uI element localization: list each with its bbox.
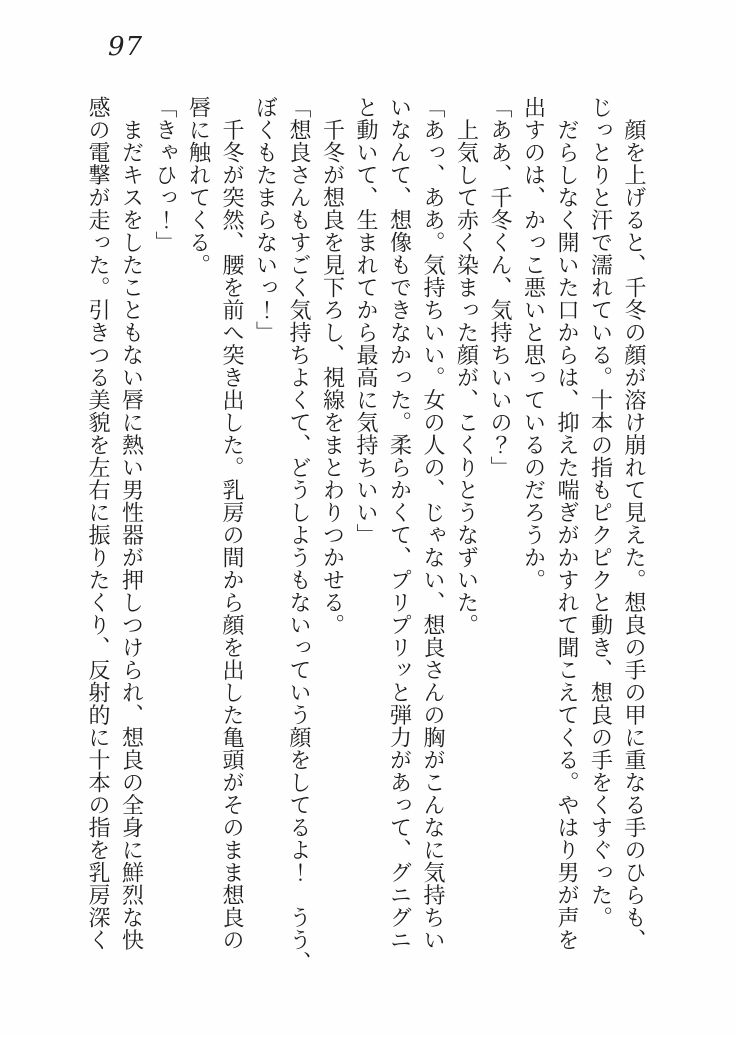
text-line: 「ああ、千冬くん、気持ちいいの？」	[487, 96, 512, 479]
text-line: だらしなく開いた口からは、抑えた喘ぎがかすれて聞こえてくる。やはり男が声を	[554, 96, 579, 951]
text-line: まだキスをしたこともない唇に熱い男性器が押しつけられ、想良の全身に鮮烈な快	[118, 96, 144, 951]
text-line: いなんて、想像もできなかった。柔らかくて、プリプリッと弾力があって、グニグニ	[386, 96, 412, 951]
text-line: 顔を上げると、千冬の顔が溶け崩れて見えた。想良の手の甲に重なる手のひらも、	[621, 96, 646, 951]
text-line: 出すのは、かっこ悪いと思っているのだろうか。	[520, 96, 546, 591]
text-line: 「あっ、ああ。気持ちいい。女の人の、じゃない、想良さんの胸がこんなに気持ちい	[420, 96, 445, 951]
text-line: 「想良さんもすごく気持ちよくて、どうしようもないっていう顔をしてるよ！ うう、	[286, 96, 311, 974]
text-line: 「きゃひっ！」	[152, 96, 177, 254]
text-line: 上気して赤く染まった顔が、こくりとうなずいた。	[453, 96, 479, 636]
text-line: 感の電撃が走った。引きつる美貌を左右に振りたくり、反射的に十本の指を乳房深く	[85, 96, 110, 951]
page-number: 97	[108, 32, 144, 62]
body-text-block	[81, 96, 651, 974]
text-line: じっとりと汗で濡れている。十本の指もピクピクと動き、想良の手をくすぐった。	[587, 96, 613, 929]
text-line: 千冬が突然、腰を前へ突き出した。乳房の間から顔を出した亀頭がそのまま想良の	[219, 96, 244, 951]
text-line: と動いて、生まれてから最高に気持ちいい」	[353, 96, 378, 546]
text-line: 唇に触れてくる。	[185, 96, 211, 276]
text-line: ぼくもたまらないっ！」	[252, 96, 278, 344]
text-line: 千冬が想良を見下ろし、視線をまとわりつかせる。	[319, 96, 345, 636]
